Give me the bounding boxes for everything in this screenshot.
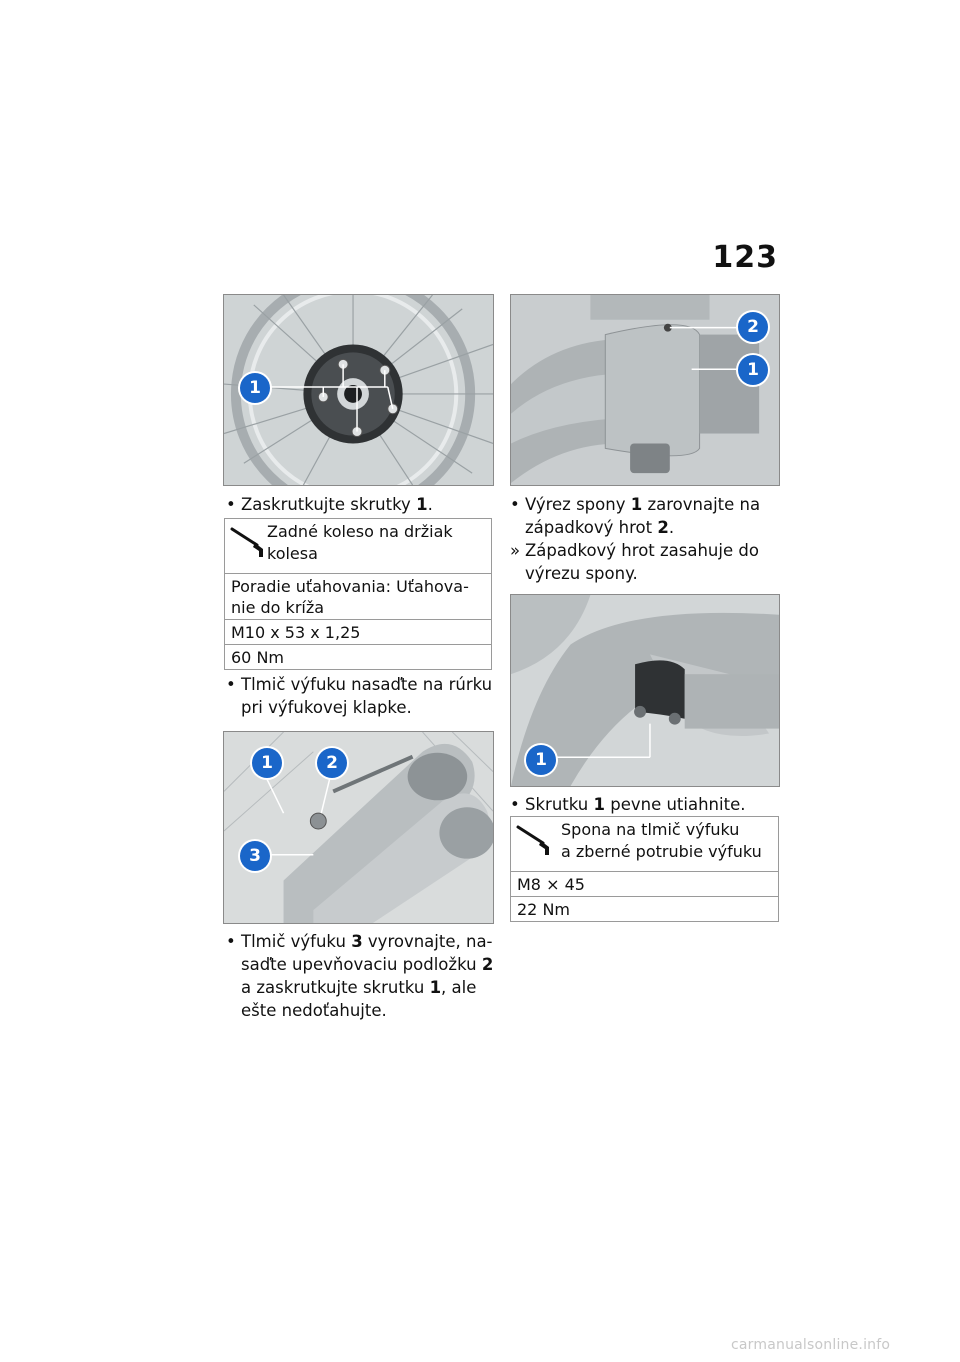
callout-2: 2 [317,748,347,778]
result-marker: » [510,541,521,560]
torque-spec-table-clamp [510,816,779,922]
spec-order-line2: nie do kríža [231,598,325,617]
step-fit-silencer [226,673,496,719]
spec-title-line1: Spona na tlmič výfuku [561,820,740,839]
callout-1: 1 [240,373,270,403]
spec-order-line1: Poradie uťahovania: Uťahova- [231,577,469,596]
torque-spec-table-rear-wheel [224,518,492,670]
step-text: Výrez spony [525,495,631,514]
clamp-bolt-photo [510,594,780,787]
step-tighten-clamp-bolt [510,793,785,816]
step-text: Skrutku [525,795,594,814]
ref-number: 1 [630,495,643,514]
bullet: • [510,495,520,514]
ref-number: 2 [657,518,669,537]
spec-title-line2: a zberné potrubie výfuku [561,842,762,861]
step-text: saďte upevňovaciu podložku [241,955,482,974]
spec-title-line2: kolesa [267,544,318,563]
step-text: . [668,518,675,537]
step-align-silencer [226,930,498,1022]
page-number: 123 [712,240,778,275]
bullet: • [226,932,236,951]
spec-torque: 60 Nm [225,645,492,670]
callout-1: 1 [738,355,768,385]
bullet: • [226,675,236,694]
torque-wrench-icon [515,823,555,859]
ref-number: 1 [416,495,428,514]
step-text: vyrovnajte, na- [362,932,493,951]
step-end: . [427,495,433,514]
step-text: Tlmič výfuku [241,932,352,951]
callout-2: 2 [738,312,768,342]
step-text: , ale [441,978,477,997]
result-text: Západkový hrot zasahuje do [525,541,759,560]
spec-title-line1: Zadné koleso na držiak [267,522,453,541]
rear-wheel-sprocket-photo [223,294,494,486]
step-align-clamp [510,493,785,585]
ref-number: 1 [429,978,442,997]
step-text: pevne utiahnite. [604,795,746,814]
ref-number: 2 [481,955,494,974]
step-text: Zaskrutkujte skrutky [241,495,411,514]
spec-size: M10 x 53 x 1,25 [225,620,492,645]
callout-1: 1 [526,745,556,775]
watermark: carmanualsonline.info [731,1337,891,1353]
exhaust-clamp-photo [510,294,780,486]
step-text: zarovnajte na [642,495,761,514]
spec-torque: 22 Nm [511,897,779,922]
bullet: • [510,795,520,814]
bullet: • [226,495,236,514]
step-line1: Tlmič výfuku nasaďte na rúrku [241,675,493,694]
ref-number: 3 [351,932,363,951]
step-text: a zaskrutkujte skrutku [241,978,430,997]
step-text: ešte nedoťahujte. [241,1001,387,1020]
step-text: západkový hrot [525,518,658,537]
spec-size: M8 × 45 [511,872,779,897]
ref-number: 1 [593,795,605,814]
step-line2: pri výfukovej klapke. [241,698,412,717]
torque-wrench-icon [229,525,269,561]
callout-3: 3 [240,841,270,871]
result-text: výrezu spony. [525,564,638,583]
step-tighten-screws [226,493,496,516]
callout-1: 1 [252,748,282,778]
exhaust-silencer-photo [223,731,494,924]
